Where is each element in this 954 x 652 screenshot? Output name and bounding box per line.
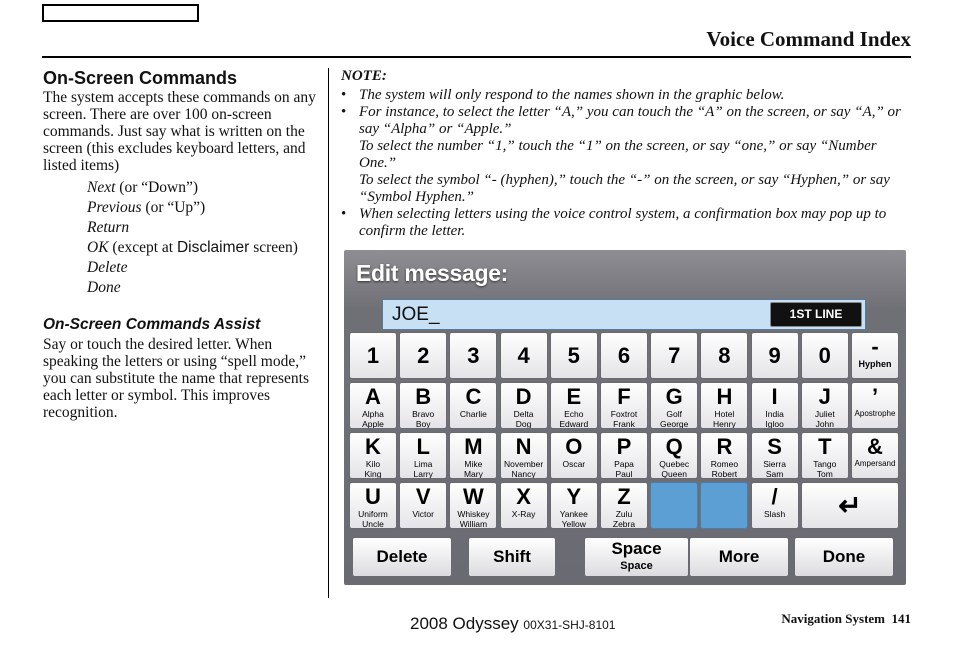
entry-text: JOE_ [392, 304, 440, 325]
keyboard-key: 3 [449, 332, 497, 379]
keyboard-key: 0 [801, 332, 849, 379]
keyboard-screen-graphic [344, 250, 906, 585]
delete-key-button: Delete [352, 537, 452, 577]
column-divider [328, 68, 329, 598]
footer-brand: 2008 Odyssey 00X31-SHJ-8101 [410, 614, 616, 633]
keyboard-key: H Hotel Henry [700, 382, 748, 429]
keyboard-key: 1 [349, 332, 397, 379]
command-item: Delete [87, 259, 128, 276]
assist-paragraph: Say or touch the desired letter. When speaking the letters or using “spell mode,” you can substitute the name that represents each letter or symbol. This improves recognition. [43, 336, 310, 421]
footer-page: Navigation System 141 [781, 611, 911, 626]
keyboard-key: 4 [500, 332, 548, 379]
note-item: • The system will only respond to the names shown in the graphic below. [341, 87, 785, 103]
command-item: OK (except at Disclaimer screen) [87, 239, 298, 256]
keyboard-key: O Oscar [550, 432, 598, 479]
keyboard-key: M Mike Mary [449, 432, 497, 479]
blank-key [650, 482, 698, 529]
note-label: NOTE: [341, 68, 387, 84]
keyboard-key: 7 [650, 332, 698, 379]
note-list [341, 87, 911, 240]
command-list [87, 178, 319, 298]
keyboard-key: Y Yankee Yellow [550, 482, 598, 529]
screen-title: Edit message: [356, 260, 509, 286]
keyboard-key: W Whiskey William [449, 482, 497, 529]
keyboard-key: & Ampersand [851, 432, 899, 479]
keyboard-key: / Slash [751, 482, 799, 529]
keyboard-key: ’ Apostrophe [851, 382, 899, 429]
note-item: • When selecting letters using the voice control system, a confirmation box may pop up to confirm the letter. [341, 206, 887, 239]
command-item: Next (or “Down”) [87, 179, 199, 196]
keyboard-key: F Foxtrot Frank [600, 382, 648, 429]
done-key-button: Done [794, 537, 894, 577]
keyboard-key: 2 [399, 332, 447, 379]
intro-paragraph: The system accepts these commands on any screen. There are over 100 on-screen commands. Just say what is written on the screen (this excludes keyboard letters, and listed items) [43, 89, 316, 174]
keyboard-key: P Papa Paul [600, 432, 648, 479]
header-rule [42, 56, 911, 58]
keyboard-key: K Kilo King [349, 432, 397, 479]
keyboard-key: T Tango Tom [801, 432, 849, 479]
header-tab-box [42, 4, 199, 22]
first-line-button: 1ST LINE [770, 302, 862, 327]
keyboard-key: N November Nancy [500, 432, 548, 479]
keyboard-key: R Romeo Robert [700, 432, 748, 479]
keyboard-key: L Lima Larry [399, 432, 447, 479]
command-item: Return [87, 219, 130, 236]
section-heading: On-Screen Commands [43, 68, 238, 88]
keyboard-key: 5 [550, 332, 598, 379]
more-key-button: More [689, 537, 789, 577]
space-key-button: Space Space [584, 537, 689, 577]
keyboard-key: 8 [700, 332, 748, 379]
keyboard-key: G Golf George [650, 382, 698, 429]
keyboard-key: 6 [600, 332, 648, 379]
keyboard-key: C Charlie [449, 382, 497, 429]
note-item: • For instance, to select the letter “A,” you can touch the “A” on the screen, or say “A,” or say “Alpha” or “Apple.” To select the number “1,” touch the “1” on the screen, or say “one,” or say “Number One.” To select the symbol “- (hyphen),” touch the “-” on the screen, or say “Hyphen,” or say “Symbol Hyphen.” [341, 104, 901, 205]
enter-key [801, 482, 899, 529]
keyboard-key: E Echo Edward [550, 382, 598, 429]
keyboard-key: 9 [751, 332, 799, 379]
shift-key-button: Shift [468, 537, 556, 577]
keyboard-key: X X-Ray [500, 482, 548, 529]
keyboard-key: U Uniform Uncle [349, 482, 397, 529]
keyboard-key: B Bravo Boy [399, 382, 447, 429]
command-item: Previous (or “Up”) [87, 199, 206, 216]
left-column [43, 68, 319, 421]
note-column [341, 68, 911, 240]
command-item: Done [87, 279, 121, 296]
keyboard-key: Z Zulu Zebra [600, 482, 648, 529]
keyboard-key: V Victor [399, 482, 447, 529]
enter-arrow-icon: ↵ [838, 490, 862, 521]
keyboard-key: - Hyphen [851, 332, 899, 379]
keyboard-key: Q Quebec Queen [650, 432, 698, 479]
keyboard-key: S Sierra Sam [751, 432, 799, 479]
blank-key [700, 482, 748, 529]
keyboard-key: I India Igloo [751, 382, 799, 429]
page-title: Voice Command Index [706, 27, 911, 51]
keyboard-key: J Juliet John [801, 382, 849, 429]
subsection-heading: On-Screen Commands Assist [43, 316, 261, 333]
keyboard-key: A Alpha Apple [349, 382, 397, 429]
keyboard-key: D Delta Dog [500, 382, 548, 429]
